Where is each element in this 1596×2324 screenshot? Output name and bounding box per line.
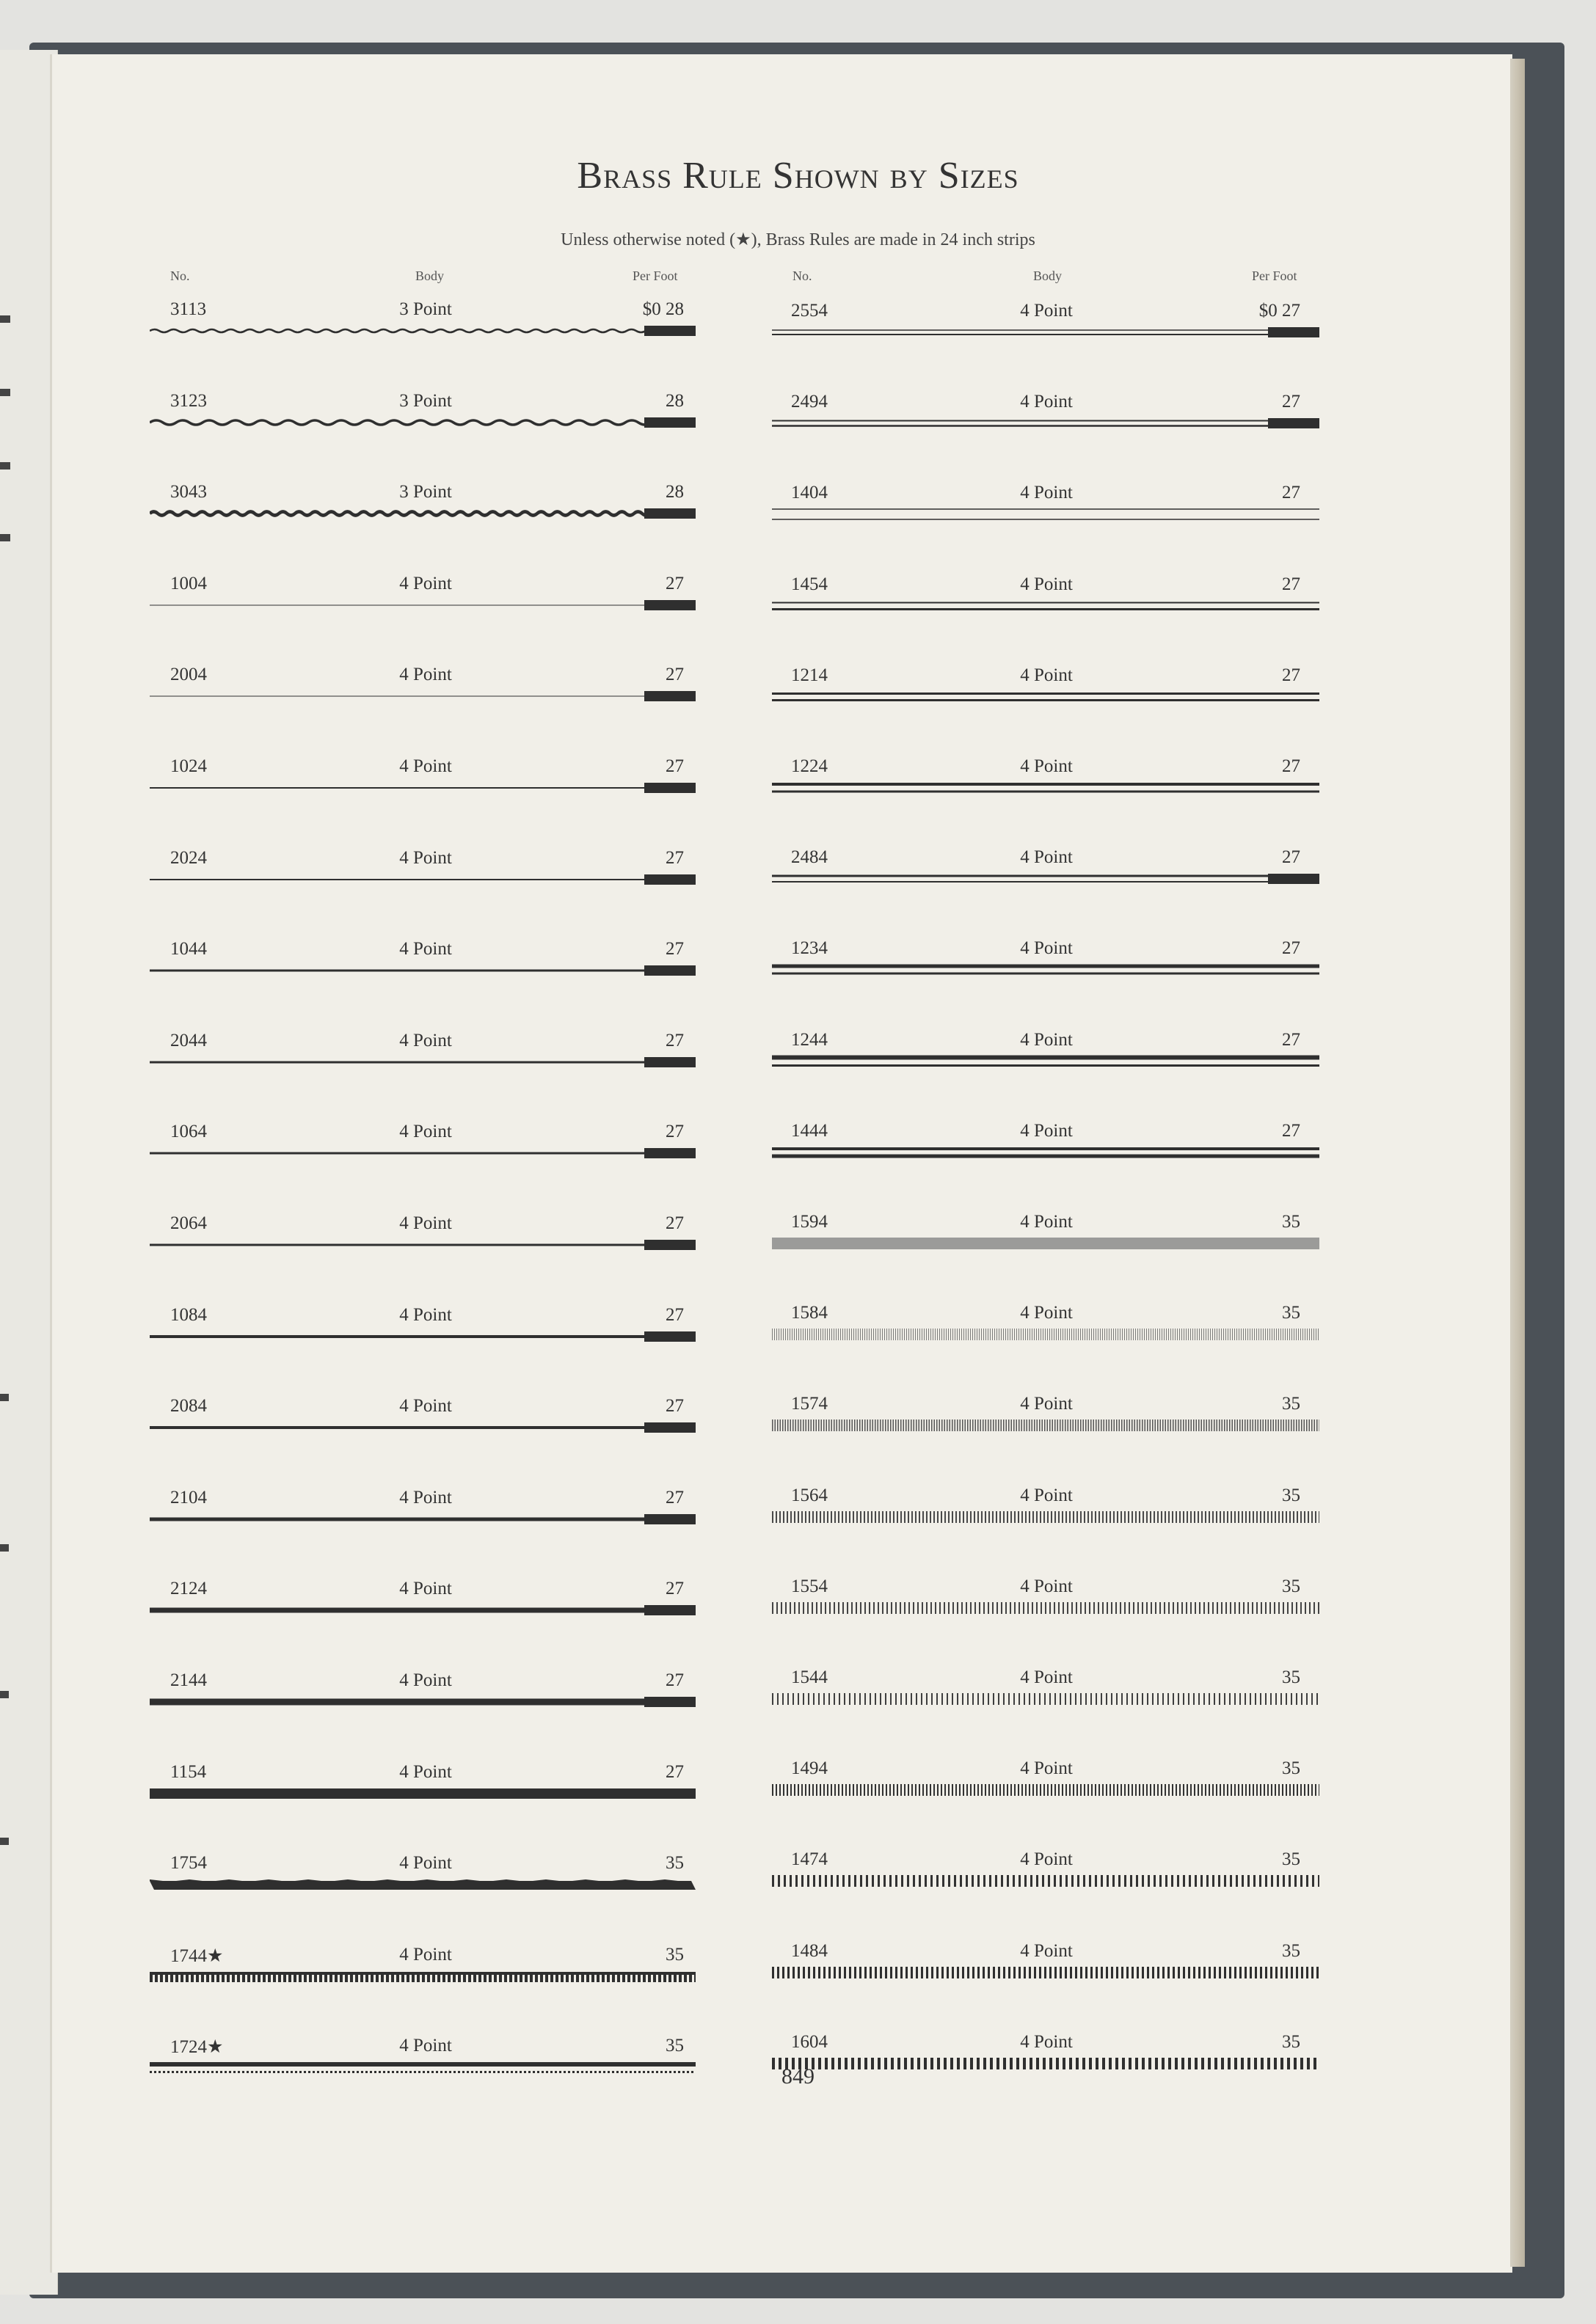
rule-sample (772, 1688, 1319, 1710)
margin-mark (0, 1691, 9, 1698)
rule-body-size: 3 Point (399, 299, 452, 319)
rule-number: 2554 (791, 301, 828, 321)
rule-body-size: 4 Point (399, 1944, 452, 1965)
rule-body-size: 3 Point (399, 390, 452, 411)
rule-number: 2494 (791, 392, 828, 412)
rule-number: 1154 (170, 1761, 207, 1782)
right-body-header: Body (1033, 268, 1063, 283)
rule-price-per-foot: 27 (666, 1304, 684, 1325)
rule-body-size: 4 Point (399, 1122, 452, 1142)
rule-sample (150, 503, 696, 525)
rule-number: 1044 (170, 939, 207, 960)
rule-body-size: 4 Point (399, 1579, 452, 1599)
rule-price-per-foot: 27 (666, 1487, 684, 1508)
rule-body-size: 4 Point (399, 847, 452, 868)
rule-sample (150, 1508, 696, 1530)
rule-number: 1444 (791, 1120, 828, 1141)
rule-price-per-foot: 35 (1282, 1212, 1300, 1232)
rule-price-per-foot: 27 (666, 847, 684, 868)
rule-number: 1234 (791, 938, 828, 959)
rule-price-per-foot: 27 (1282, 665, 1300, 685)
rule-number: 1224 (791, 756, 828, 776)
margin-mark (0, 389, 10, 396)
rule-body-size: 4 Point (1020, 1120, 1073, 1141)
rule-body-size: 4 Point (1020, 1940, 1073, 1961)
rule-price-per-foot: 28 (666, 390, 684, 411)
rule-number: 1544 (791, 1667, 828, 1687)
rule-number: 1564 (791, 1485, 828, 1505)
rule-sample (150, 1051, 696, 1073)
rule-number: 1554 (791, 1576, 828, 1596)
rule-sample (772, 321, 1319, 343)
rule-sample (772, 1323, 1319, 1345)
rule-body-size: 4 Point (1020, 392, 1073, 412)
rule-number: 2104 (170, 1487, 207, 1508)
rule-sample (150, 1874, 696, 1896)
rule-number: 2024 (170, 847, 207, 868)
rule-number: 3123 (170, 390, 207, 411)
rule-sample (150, 594, 696, 616)
rule-body-size: 4 Point (1020, 665, 1073, 685)
rule-price-per-foot: 27 (1282, 1029, 1300, 1050)
rule-number: 2064 (170, 1213, 207, 1233)
page-block-edge (1510, 59, 1525, 2267)
rule-sample (150, 1234, 696, 1256)
rule-sample (772, 1506, 1319, 1528)
rule-number: 3043 (170, 482, 207, 503)
margin-mark (0, 462, 10, 469)
rule-body-size: 4 Point (399, 1213, 452, 1233)
rule-price-per-foot: 27 (666, 1761, 684, 1782)
rule-number: 2484 (791, 847, 828, 868)
rule-number: 1024 (170, 756, 207, 776)
rule-body-size: 4 Point (1020, 1849, 1073, 1870)
rule-number: 1604 (791, 2031, 828, 2052)
rule-body-size: 4 Point (399, 756, 452, 776)
left-body-header: Body (415, 268, 445, 283)
rule-price-per-foot: 27 (666, 665, 684, 685)
rule-body-size: 4 Point (399, 1304, 452, 1325)
margin-mark (0, 315, 10, 323)
rule-body-size: 4 Point (399, 665, 452, 685)
margin-mark (0, 1394, 9, 1401)
rule-price-per-foot: 35 (1282, 1849, 1300, 1870)
rule-price-per-foot: 35 (1282, 2031, 1300, 2052)
rule-number: 1494 (791, 1758, 828, 1779)
rule-number: 1594 (791, 1212, 828, 1232)
rule-sample (772, 1050, 1319, 1073)
rule-sample (150, 869, 696, 891)
rule-sample (772, 1597, 1319, 1619)
rule-price-per-foot: 27 (666, 1670, 684, 1690)
rule-sample (772, 1779, 1319, 1801)
rule-body-size: 4 Point (1020, 1667, 1073, 1687)
rule-number: 1474 (791, 1849, 828, 1870)
rule-body-size: 4 Point (399, 1670, 452, 1690)
page-title: Brass Rule Shown by Sizes (577, 155, 1019, 197)
rule-number: 1484 (791, 1940, 828, 1961)
rule-body-size: 4 Point (1020, 1485, 1073, 1505)
rule-price-per-foot: 27 (666, 1396, 684, 1417)
rule-body-size: 4 Point (1020, 301, 1073, 321)
rule-sample (772, 1141, 1319, 1163)
page-number: 849 (781, 2064, 815, 2089)
rule-price-per-foot: 35 (1282, 1758, 1300, 1779)
rule-body-size: 4 Point (1020, 938, 1073, 959)
rule-sample (150, 1599, 696, 1621)
rule-price-per-foot: 27 (666, 1030, 684, 1050)
rule-sample (772, 1414, 1319, 1436)
rule-sample (772, 959, 1319, 981)
rule-number: 1084 (170, 1304, 207, 1325)
rule-number: 1244 (791, 1029, 828, 1050)
rule-number: 3113 (170, 299, 207, 319)
rule-price-per-foot: 35 (1282, 1394, 1300, 1414)
left-price-header: Per Foot (633, 268, 678, 283)
rule-sample (772, 1870, 1319, 1892)
right-price-header: Per Foot (1252, 268, 1297, 283)
rule-sample (772, 595, 1319, 617)
rule-price-per-foot: 27 (1282, 392, 1300, 412)
rule-sample (772, 868, 1319, 890)
rule-number: 1004 (170, 573, 207, 593)
rule-body-size: 4 Point (1020, 1394, 1073, 1414)
margin-mark (0, 1838, 9, 1845)
rule-sample (150, 1783, 696, 1805)
rule-number: 1724★ (170, 2037, 224, 2058)
rule-price-per-foot: 27 (1282, 483, 1300, 503)
rule-body-size: 4 Point (1020, 574, 1073, 594)
rule-price-per-foot: 27 (1282, 756, 1300, 776)
rule-body-size: 4 Point (1020, 1303, 1073, 1323)
rule-price-per-foot: 27 (1282, 938, 1300, 959)
rule-number: 1214 (791, 665, 828, 685)
rule-body-size: 4 Point (399, 573, 452, 593)
rule-body-size: 4 Point (399, 1030, 452, 1050)
rule-number: 2124 (170, 1579, 207, 1599)
rule-price-per-foot: 28 (666, 482, 684, 503)
rule-price-per-foot: 27 (666, 1579, 684, 1599)
rule-sample (150, 412, 696, 434)
rule-price-per-foot: 35 (1282, 1667, 1300, 1687)
rule-sample (772, 503, 1319, 525)
rule-number: 2044 (170, 1030, 207, 1050)
rule-sample (150, 777, 696, 799)
rule-price-per-foot: 27 (666, 939, 684, 960)
rule-price-per-foot: 35 (666, 1944, 684, 1965)
rule-sample (772, 686, 1319, 708)
margin-mark (0, 1544, 9, 1552)
rule-number: 2084 (170, 1396, 207, 1417)
rule-body-size: 4 Point (399, 1396, 452, 1417)
rule-number: 1574 (791, 1394, 828, 1414)
rule-body-size: 4 Point (399, 1853, 452, 1874)
rule-price-per-foot: 27 (666, 1213, 684, 1233)
rule-price-per-foot: 35 (1282, 1576, 1300, 1596)
rule-price-per-foot: 27 (1282, 847, 1300, 868)
rule-price-per-foot: 35 (1282, 1303, 1300, 1323)
rule-sample (150, 960, 696, 982)
rule-body-size: 4 Point (399, 1487, 452, 1508)
rule-body-size: 4 Point (1020, 1758, 1073, 1779)
rule-price-per-foot: 27 (666, 756, 684, 776)
rule-price-per-foot: 27 (666, 573, 684, 593)
rule-sample (150, 1965, 696, 1987)
rule-sample (150, 685, 696, 707)
rule-number: 2004 (170, 665, 207, 685)
margin-mark (0, 534, 10, 541)
rule-price-per-foot: 27 (1282, 1120, 1300, 1141)
rule-sample (150, 320, 696, 342)
rule-price-per-foot: $0 28 (642, 299, 684, 319)
rule-body-size: 3 Point (399, 482, 452, 503)
rule-price-per-foot: 35 (1282, 1485, 1300, 1505)
rule-body-size: 4 Point (1020, 1029, 1073, 1050)
rule-sample (772, 1232, 1319, 1254)
rule-number: 1454 (791, 574, 828, 594)
rule-sample (772, 1962, 1319, 1984)
rule-price-per-foot: 35 (666, 1853, 684, 1874)
rule-price-per-foot: $0 27 (1258, 301, 1300, 321)
rule-number: 2144 (170, 1670, 207, 1690)
rule-number: 1064 (170, 1122, 207, 1142)
rule-body-size: 4 Point (1020, 1212, 1073, 1232)
rule-body-size: 4 Point (1020, 1576, 1073, 1596)
rule-sample (150, 1326, 696, 1348)
left-no-header: No. (170, 268, 190, 283)
rule-body-size: 4 Point (399, 1761, 452, 1782)
rule-body-size: 4 Point (1020, 756, 1073, 776)
rule-price-per-foot: 27 (666, 1122, 684, 1142)
rule-body-size: 4 Point (399, 2036, 452, 2056)
rule-sample (772, 412, 1319, 434)
rule-body-size: 4 Point (1020, 483, 1073, 503)
right-no-header: No. (792, 268, 812, 283)
rule-body-size: 4 Point (1020, 847, 1073, 868)
rule-number: 1744★ (170, 1945, 224, 1966)
rule-sample (150, 1691, 696, 1713)
page-subtitle: Unless otherwise noted (★), Brass Rules are made in 24 inch strips (561, 230, 1035, 249)
rule-body-size: 4 Point (1020, 2031, 1073, 2052)
rule-sample (772, 777, 1319, 799)
rule-number: 1584 (791, 1303, 828, 1323)
rule-number: 1754 (170, 1853, 207, 1874)
rule-sample (150, 1417, 696, 1439)
rule-number: 1404 (791, 483, 828, 503)
rule-price-per-foot: 35 (1282, 1940, 1300, 1961)
rule-sample (150, 1142, 696, 1164)
rule-price-per-foot: 27 (1282, 574, 1300, 594)
rule-price-per-foot: 35 (666, 2036, 684, 2056)
rule-body-size: 4 Point (399, 939, 452, 960)
